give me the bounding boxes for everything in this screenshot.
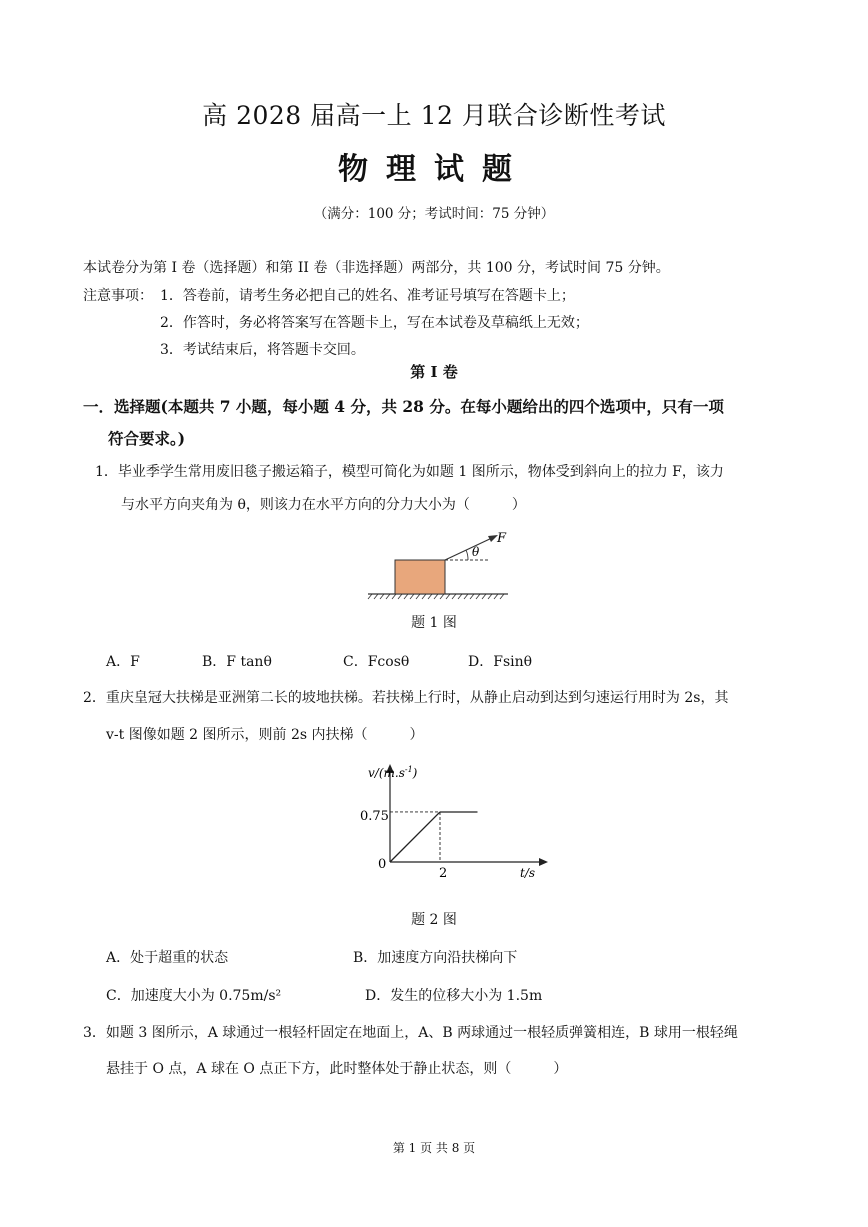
subject-title: 物理试题: [338, 152, 530, 187]
volume-heading: 第 I 卷: [410, 363, 458, 381]
question-2-option-b: B．加速度方向沿扶梯向下: [353, 950, 518, 966]
exam-title: 高 2028 届高一上 12 月联合诊断性考试: [202, 101, 666, 130]
question-1-option-a: A．F: [106, 654, 140, 670]
exam-meta: （满分：100 分；考试时间：75 分钟）: [313, 206, 555, 222]
angle-arc: [466, 550, 468, 560]
question-2-stem-cont: v-t 图像如题 2 图所示，则前 2s 内扶梯（ ）: [106, 727, 424, 743]
series-line-segment: [390, 812, 440, 862]
box: [395, 560, 445, 594]
question-3-stem-cont: 悬挂于 O 点，A 球在 O 点正下方，此时整体处于静止状态，则（ ）: [106, 1061, 568, 1077]
question-2-option-d: D．发生的位移大小为 1.5m: [365, 988, 543, 1004]
question-1-option-c: C．Fcosθ: [343, 654, 410, 670]
angle-label: θ: [472, 545, 480, 559]
vt-plot: [390, 812, 478, 862]
page-footer: 第 1 页 共 8 页: [392, 1141, 476, 1155]
question-2-stem: 2．重庆皇冠大扶梯是亚洲第二长的坡地扶梯。若扶梯上行时，从静止启动到达到匀速运行用时为 2s，其: [83, 690, 729, 706]
note-item: 1．答卷前，请考生务必把自己的姓名、准考证号填写在答题卡上；: [160, 288, 575, 304]
figure-2-vt-graph: [350, 760, 550, 886]
x-tick-label: 2: [439, 866, 448, 881]
force-label: F: [497, 531, 507, 546]
question-1-stem: 1．毕业季学生常用废旧毯子搬运箱子，模型可简化为如题 1 图所示，物体受到斜向上的拉力 F，该力: [95, 464, 724, 480]
figure-1-diagram: [360, 524, 520, 606]
figure-2-caption: 题 2 图: [411, 912, 457, 928]
question-1-option-d: D．Fsinθ: [468, 654, 533, 670]
notes-label: 注意事项：: [83, 288, 153, 304]
note-item: 3．考试结束后，将答题卡交回。: [160, 342, 365, 358]
question-3-stem: 3．如题 3 图所示，A 球通过一根轻杆固定在地面上，A、B 两球通过一根轻质弹簧相连，B 球用一根轻绳: [83, 1025, 738, 1041]
y-tick-label: 0.75: [360, 809, 389, 824]
question-2-option-a: A．处于超重的状态: [106, 950, 229, 966]
question-2-option-c: C．加速度大小为 0.75m/s²: [106, 988, 282, 1004]
x-axis-label: t/s: [520, 866, 536, 880]
origin-label: 0: [378, 857, 387, 872]
section-heading: 一．选择题(本题共 7 小题，每小题 4 分，共 28 分。在每小题给出的四个选项中，只有一项: [83, 397, 724, 416]
section-heading-cont: 符合要求。): [108, 429, 186, 448]
question-1-stem-cont: 与水平方向夹角为 θ，则该力在水平方向的分力大小为（ ）: [121, 497, 526, 513]
question-1-option-b: B．F tanθ: [202, 654, 272, 670]
note-item: 2．作答时，务必将答案写在答题卡上，写在本试卷及草稿纸上无效；: [160, 315, 589, 331]
force-arrow: [445, 537, 494, 560]
instructions-intro: 本试卷分为第 I 卷（选择题）和第 II 卷（非选择题）两部分，共 100 分，考试时间 75 分钟。: [83, 260, 670, 276]
ground-hatching: [368, 594, 504, 599]
figure-1-caption: 题 1 图: [411, 615, 457, 631]
x-axis-arrow: [539, 858, 548, 866]
y-axis-label: $v/(m.s^{-1})$: [368, 765, 418, 780]
